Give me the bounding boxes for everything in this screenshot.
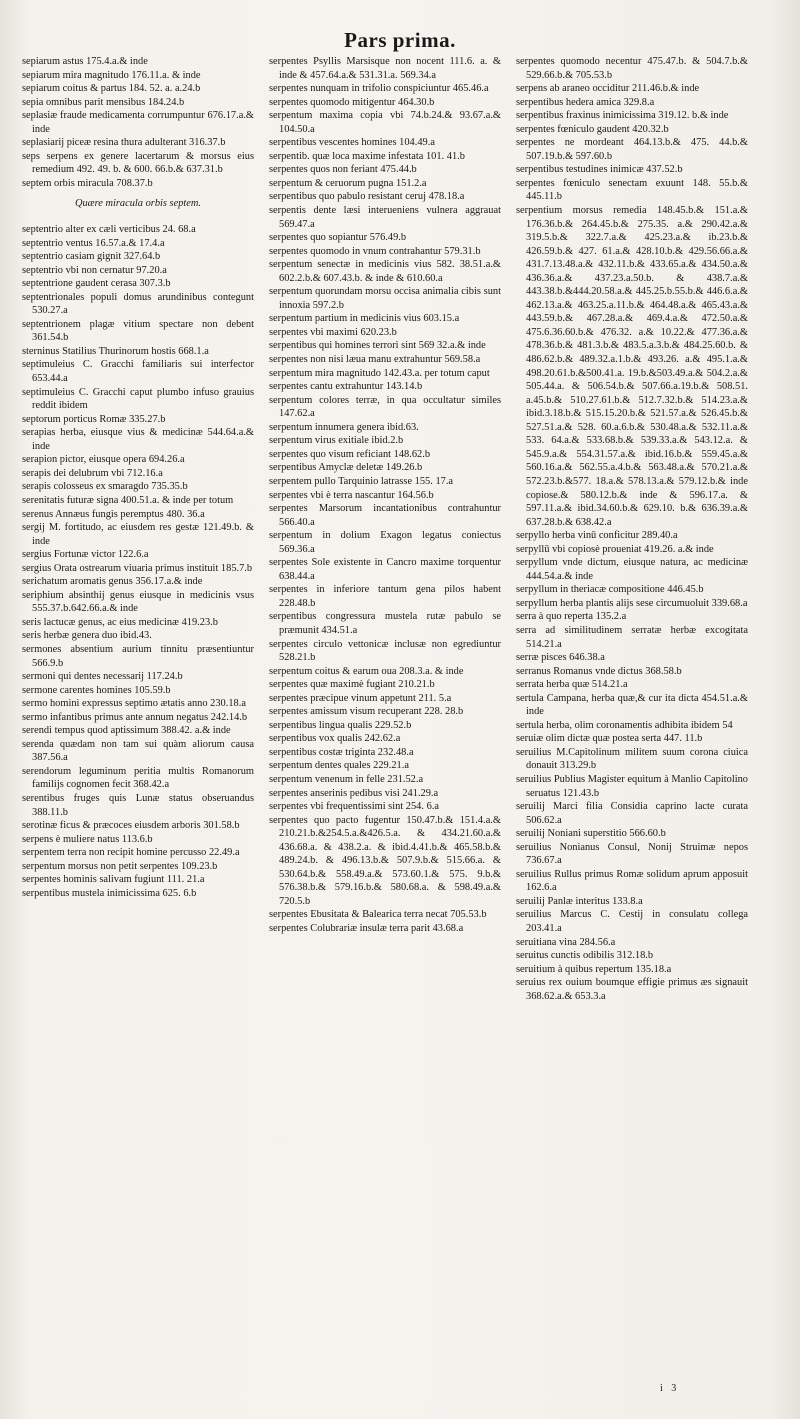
index-entry: sepiarum mira magnitudo 176.11.a. & inde xyxy=(22,69,201,81)
index-entry: serpentes ne mordeant 464.13.b.& 475. 44.b.& 507.19.b.& 597.60.b xyxy=(516,137,748,162)
index-column-middle xyxy=(269,55,501,1400)
index-entry: serpentum maxima copia vbi 74.b.24.& 93.67.a.& 104.50.a xyxy=(269,110,501,135)
index-entry: serpentibus testudines inimicæ 437.52.b xyxy=(516,164,683,176)
index-entry: seruilius Nonianus Consul, Nonij Struimæ nepos 736.67.a xyxy=(516,841,748,867)
index-entry: serpentes Colubrariæ insulæ terra parit 43.68.a xyxy=(269,923,464,934)
index-entry: serpentibus Amyclæ deletæ 149.26.b xyxy=(269,462,423,474)
index-entry: sermo infantibus primus ante annum negatus 242.14.b xyxy=(22,711,248,723)
section-cross-reference: Quære miracula orbis septem. xyxy=(74,198,202,210)
index-entry: sepiarum coitus & partus 184. 52. a. a.24.b xyxy=(22,83,201,95)
index-entry: serotinæ ficus & præcoces eiusdem arboris 301.58.b xyxy=(22,820,240,832)
index-entry: serpentibus qui homines terrori sint 569 32.a.& inde xyxy=(269,340,486,352)
index-column-left xyxy=(22,55,254,1400)
index-entry: septentrionales populi domus arundinibus contegunt 530.27.a xyxy=(22,291,254,317)
index-entry: seruiæ olim dictæ quæ postea serta 447. 11.b xyxy=(516,733,703,745)
index-entry: serpentes nunquam in trifolio conspiciuntur 465.46.a xyxy=(269,83,489,95)
index-columns xyxy=(22,55,748,1400)
index-entry: seruilij Noniani superstitio 566.60.b xyxy=(516,828,666,840)
index-entry: seriphium absinthij genus eiusque in medicinis vsus 555.37.b.642.66.a.& inde xyxy=(22,589,254,615)
index-entry: serpentem pullo Tarquinio latrasse 155. 17.a xyxy=(269,475,454,487)
index-entry: serræ pisces 646.38.a xyxy=(516,652,605,664)
index-entry: serapias herba, eiusque vius & medicinæ 544.64.a.& inde xyxy=(22,427,254,452)
index-column-right xyxy=(516,55,748,1400)
index-entry: sepia omnibus parit mensibus 184.24.b xyxy=(22,96,185,108)
index-entry: septentrio casiam gignit 327.64.b xyxy=(22,251,161,263)
index-entry: serpentibus mustela inimicissima 625. 6.b xyxy=(22,887,197,899)
index-entry: serpentes vbi maximi 620.23.b xyxy=(269,326,397,338)
index-entry: serendorum leguminum peritia multis Romanorum familijs cognomen fecit 368.42.a xyxy=(22,765,254,791)
index-entry: sermo homini expressus septimo ætatis anno 230.18.a xyxy=(22,698,246,710)
index-entry: serpentes quo visum reficiant 148.62.b xyxy=(269,448,431,460)
index-entry: serapion pictor, eiusque opera 694.26.a xyxy=(22,454,185,466)
index-entry: serpyllū vbi copiosè proueniat 419.26. a.& inde xyxy=(516,543,714,555)
index-entry: serpentes fœniculo senectam exuunt 148. 55.b.& 445.11.b xyxy=(516,177,748,203)
index-entry: serpentes quæ maximè fugiant 210.21.b xyxy=(269,679,435,691)
index-entry: serpentium morsus remedia 148.45.b.& 151.a.& 176.36.b.& 264.45.b.& 275.35. a.& 290.42.a.& 319.5.b.& 322.7.a.& 425.23.a.& ib.23.b.& 426.59.b.& 427. 61.a.& 428.10.b.& 429.56.66.a.& 431.7.13.48.a.& 432.11.b.& 433.65.a.& 434.50.a.& 436.36.a.& 437.23.a.50.b. & 438.7.a.& 443.38.b.&444.20.58.a.& 445.25.b.55.b.& 446.6.a.& 462.13.a.& 463.25.a.11.b.& 464.48.a.& 465.43.a.& 443.59.b.& 467.28.a.& 469.4.a.& 472.50.a.& 475.6.36.60.b.& 476.32. a.& 10.22.& 477.36.a.& 478.36.b.& 481.3.b.& 483.5.a.3.b.& 484.25.60.b. & 486.62.b.& 489.32.a.1.b.& 493.26. a.& 495.1.a.& 498.20.61.b.&500.41.a. 19.b.&503.49.a.& 504.2.a.& 505.44.a. & 506.54.b.& 507.66.a.19.b.& 508.51. a.45.b.& 510.27.61.b.& 512.7.32.b.& 514.23.a.& ibid.3.18.b.& 515.15.20.b.& 521.57.a.& 526.45.b.& 527.51.a.& 528. 60.a.6.b.& 530.48.a.& 532.11.a.& 533. 64.a.& 533.68.b.& 539.33.a.& 543.12.a. & 545.9.a.& 554.31.57.a.& ibid.16.b.& 559.45.a.& 560.16.a.& 562.55.a.4.b.& 563.48.a.& 570.21.a.& 572.23.b.&577. 18.a.& 578.13.a.& 579.12.b.& inde copiose.& 580.12.b.& inde & 596.17.a. & 597.11.a.& ibid.34.60.b.& 629.10. b.& 636.39.a.& 637.28.b.& 638.42.a xyxy=(516,205,748,528)
index-entry: sepiarum astus 175.4.a.& inde xyxy=(22,56,148,67)
index-entry: serpentes Psyllis Marsisque non nocent 111.6. a. & inde & 457.64.a.& 531.31.a. 569.34.a xyxy=(269,56,501,81)
index-entry: serpyllum in theriacæ compositione 446.45.b xyxy=(516,584,704,596)
index-entry: serpentum venenum in felle 231.52.a xyxy=(269,773,424,785)
index-entry: serenus Annæus fungis peremptus 480. 36.a xyxy=(22,508,205,520)
index-entry: serpentum mira magnitudo 142.43.a. per totum caput xyxy=(269,367,490,379)
index-entry: sergij M. fortitudo, ac eiusdem res gestæ 121.49.b. & inde xyxy=(22,522,254,547)
index-entry: seruius rex ouium boumque effigie primus æs signauit 368.62.a.& 653.3.a xyxy=(516,977,748,1002)
index-entry: serpentibus costæ triginta 232.48.a xyxy=(269,746,414,758)
index-entry: serpentes cantu extrahuntur 143.14.b xyxy=(269,381,423,393)
index-entry: serpentibus vescentes homines 104.49.a xyxy=(269,137,435,149)
index-entry: serpentum virus exitiale ibid.2.b xyxy=(269,435,404,447)
index-entry: serpentes quomodo mitigentur 464.30.b xyxy=(269,96,435,108)
index-entry: serpentes Sole existente in Cancro maxime torquentur 638.44.a xyxy=(269,557,501,582)
index-entry: serpentes quomodo in vnum contrahantur 579.31.b xyxy=(269,245,481,257)
index-entry: serpentes fœniculo gaudent 420.32.b xyxy=(516,123,669,135)
index-entry: septentrio alter ex cæli verticibus 24. 68.a xyxy=(22,224,196,236)
index-entry: serpentem terra non recipit homine percusso 22.49.a xyxy=(22,847,240,859)
index-entry: serpens è muliere natus 113.6.b xyxy=(22,833,153,845)
index-entry: serendi tempus quod aptissimum 388.42. a.& inde xyxy=(22,725,231,737)
index-entry: serpentum innumera genera ibid.63. xyxy=(269,421,419,433)
index-entry: sermone carentes homines 105.59.b xyxy=(22,684,171,696)
index-entry: serpentes amissum visum recuperant 228. 28.b xyxy=(269,706,464,718)
index-entry: serpyllum vnde dictum, eiusque natura, ac medicinæ 444.54.a.& inde xyxy=(516,557,748,582)
index-entry: serpentes in inferiore tantum gena pilos habent 228.48.b xyxy=(269,584,501,609)
index-entry: septorum porticus Romæ 335.27.b xyxy=(22,413,166,425)
index-entry: seruilius Publius Magister equitum à Manlio Capitolino seruatus 121.43.b xyxy=(516,773,748,799)
index-entry: septem orbis miracula 708.37.b xyxy=(22,177,153,189)
index-entry: sermones absentium aurium tinnitu præsentiuntur 566.9.b xyxy=(22,643,254,669)
index-entry: seruilij Marci filia Considia caprino lacte curata 506.62.a xyxy=(516,801,748,826)
index-entry: serrata herba quæ 514.21.a xyxy=(516,679,628,691)
index-entry: serpentum in dolium Exagon legatus coniectus 569.36.a xyxy=(269,530,501,555)
index-entry: serpentum & ceruorum pugna 151.2.a xyxy=(269,177,427,189)
index-entry: serpentib. quæ loca maxime infestata 101. 41.b xyxy=(269,150,465,162)
index-entry: serpentum dentes quales 229.21.a xyxy=(269,760,409,772)
index-entry: serpentum senectæ in medicinis vius 582. 38.51.a.& 602.2.b.& 607.43.b. & inde & 610.60.a xyxy=(269,259,501,284)
index-entry: serpentes anserinis pedibus visi 241.29.a xyxy=(269,787,439,799)
index-entry: serentibus fruges quis Lunæ status obseruandus 388.11.b xyxy=(22,792,254,818)
index-entry: seruilius M.Capitolinum militem suum corona ciuica donauit 313.29.b xyxy=(516,746,748,772)
index-entry: seplasiæ fraude medicamenta corrumpuntur 676.17.a.& inde xyxy=(22,110,254,135)
index-entry: serpentum colores terræ, in qua occultatur similes 147.62.a xyxy=(269,394,501,420)
index-entry: septentrio ventus 16.57.a.& 17.4.a xyxy=(22,237,165,249)
index-entry: sermoni qui dentes necessarij 117.24.b xyxy=(22,671,183,683)
index-entry: septentrionem plagæ vitium spectare non debent 361.54.b xyxy=(22,318,254,344)
index-entry: seruilius Rullus primus Romæ solidum aprum apposuit 162.6.a xyxy=(516,868,748,894)
index-entry: seris herbæ genera duo ibid.43. xyxy=(22,630,152,642)
index-entry: serpentis dente læsi interueniens vulnera aggrauat 569.47.a xyxy=(269,205,501,230)
index-entry: serpentes Ebusitata & Balearica terra necat 705.53.b xyxy=(269,909,487,921)
index-entry: serpentes hominis salivam fugiunt 111. 21.a xyxy=(22,874,205,886)
index-entry: serpentum quorundam morsu occisa animalia cibis sunt innoxia 597.2.b xyxy=(269,286,501,311)
index-entry: serpentibus vox qualis 242.62.a xyxy=(269,733,401,745)
index-entry: serapis dei delubrum vbi 712.16.a xyxy=(22,467,163,479)
index-entry: sergius Fortunæ victor 122.6.a xyxy=(22,549,149,561)
index-entry: serapis colosseus ex smaragdo 735.35.b xyxy=(22,481,188,493)
index-entry: serpentes quos non feriant 475.44.b xyxy=(269,164,417,176)
index-entry: serichatum aromatis genus 356.17.a.& inde xyxy=(22,576,203,588)
index-entry: septimuleius C. Gracchi caput plumbo infuso grauius reddit ibidem xyxy=(22,386,254,412)
index-entry: serpentes non nisi læua manu extrahuntur 569.58.a xyxy=(269,354,481,366)
index-entry: septimuleius C. Gracchi familiaris sui interfector 653.44.a xyxy=(22,359,254,385)
index-entry: serpentibus hedera amica 329.8.a xyxy=(516,96,655,108)
index-entry: serpentum coitus & earum oua 208.3.a. & inde xyxy=(269,665,464,677)
index-entry: seruilij Panlæ interitus 133.8.a xyxy=(516,895,643,907)
index-entry: serra ad similitudinem serratæ herbæ excogitata 514.21.a xyxy=(516,624,748,650)
index-entry: serenda quædam non tam sui quàm aliorum causa 387.56.a xyxy=(22,738,254,764)
index-entry: sertula Campana, herba quæ,& cur ita dicta 454.51.a.& inde xyxy=(516,692,748,718)
index-entry: seruitus cunctis odibilis 312.18.b xyxy=(516,950,654,962)
index-entry: serra à quo reperta 135.2.a xyxy=(516,611,627,623)
index-entry: serpentum partium in medicinis vius 603.15.a xyxy=(269,313,460,325)
index-entry: seruitiana vina 284.56.a xyxy=(516,936,616,948)
index-entry: seps serpens ex genere lacertarum & morsus eius remedium 492. 49. b. & 600. 66.b.& 637.31.b xyxy=(22,150,254,176)
index-entry: serpentum morsus non petit serpentes 109.23.b xyxy=(22,860,218,872)
index-entry: serpens ab araneo occiditur 211.46.b.& inde xyxy=(516,83,700,95)
index-entry: sergius Orata ostrearum viuaria primus instituit 185.7.b xyxy=(22,562,253,574)
index-entry: septentrione gaudent cerasa 307.3.b xyxy=(22,278,171,290)
index-entry: serpentes quomodo necentur 475.47.b. & 504.7.b.& 529.66.b.& 705.53.b xyxy=(516,56,748,81)
index-entry: serpyllum herba plantis alijs sese circumuoluit 339.68.a xyxy=(516,597,748,609)
index-entry: sterninus Statilius Thurinorum hostis 668.1.a xyxy=(22,345,209,357)
index-entry: serpentes circulo vettonicæ inclusæ non egrediuntur 528.21.b xyxy=(269,638,501,664)
index-entry: serranus Romanus vnde dictus 368.58.b xyxy=(516,665,682,677)
index-entry: sertula herba, olim coronamentis adhibita ibidem 54 xyxy=(516,719,733,731)
index-entry: seplasiarij piceæ resina thura adulterant 316.37.b xyxy=(22,137,226,149)
index-entry: seruitium à quibus repertum 135.18.a xyxy=(516,963,672,975)
index-entry: serpentes vbi è terra nascantur 164.56.b xyxy=(269,489,434,501)
index-entry: serpentibus quo pabulo resistant ceruj 478.18.a xyxy=(269,191,465,203)
index-entry: serpentibus lingua qualis 229.52.b xyxy=(269,719,412,731)
index-entry: serpentibus fraxinus inimicissima 319.12. b.& inde xyxy=(516,110,729,122)
index-entry: serpyllo herba vinū conficitur 289.40.a xyxy=(516,530,678,542)
index-entry: serpentes præcipue vinum appetunt 211. 5.a xyxy=(269,692,452,704)
index-entry: septentrio vbi non cernatur 97.20.a xyxy=(22,264,167,276)
running-head: Pars prima. xyxy=(344,28,456,52)
index-entry: serpentes vbi frequentissimi sint 254. 6.a xyxy=(269,801,439,813)
index-entry: serpentibus congressura mustela rutæ pabulo se præmunit 434.51.a xyxy=(269,611,501,636)
index-entry: serpentes quo pacto fugentur 150.47.b.& 151.4.a.& 210.21.b.&254.5.a.&426.5.a. & 434.21.60.a.& 436.68.a. & 438.2.a. & ibid.4.41.b.& 465.58.b.& 489.24.b. & 496.13.b.& 507.9.b.& 515.66.a. & 530.64.b.& 558.49.a.& 573.60.1.& 575. 9.b.& 576.38.b.& 579.16.b.& 580.68.a. & 598.49.a.& 720.5.b xyxy=(269,814,501,907)
page-signature: i 3 xyxy=(660,1383,680,1394)
index-entry: seris lactucæ genus, ac eius medicinæ 419.23.b xyxy=(22,616,218,628)
index-entry: serpentes quo sopiantur 576.49.b xyxy=(269,232,407,244)
index-entry: serpentes Marsorum incantationibus contrahuntur 566.40.a xyxy=(269,503,501,528)
index-entry: serenitatis futuræ signa 400.51.a. & inde per totum xyxy=(22,494,234,506)
index-entry: seruilius Marcus C. Cestij in consulatu collega 203.41.a xyxy=(516,909,748,934)
